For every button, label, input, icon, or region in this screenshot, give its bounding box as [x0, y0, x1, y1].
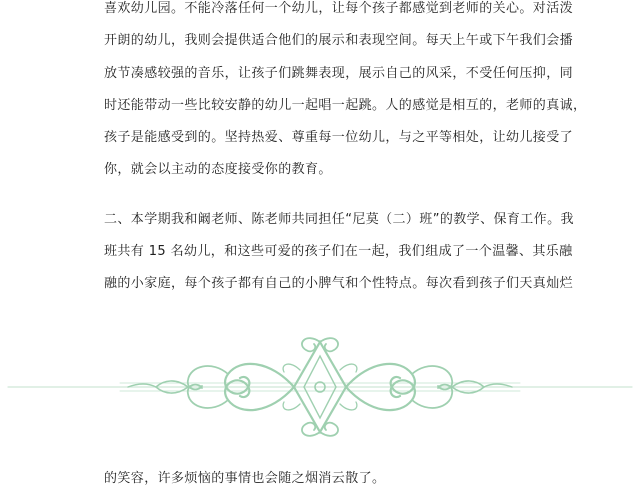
text-line: 孩子是能感受到的。坚持热爱、尊重每一位幼儿，与之平等相处，让幼儿接受了: [104, 130, 574, 145]
text-line: 融的小家庭，每个孩子都有自己的小脾气和个性特点。每次看到孩子们天真灿烂: [104, 276, 574, 291]
flourish-divider-icon: [0, 330, 640, 440]
text-line: 班共有 15 名幼儿，和这些可爱的孩子们在一起，我们组成了一个温馨、其乐融: [104, 244, 573, 259]
text-line: 你，就会以主动的态度接受你的教育。: [104, 162, 332, 177]
text-line: 喜欢幼儿园。不能冷落任何一个幼儿，让每个孩子都感觉到老师的关心。对活泼: [104, 1, 574, 16]
text-line: 时还能带动一些比较安静的幼儿一起唱一起跳。人的感觉是相互的，老师的真诚，: [104, 98, 587, 113]
text-line: 开朗的幼儿，我则会提供适合他们的展示和表现空间。每天上午或下午我们会播: [104, 33, 574, 48]
text-line: 放节凑感较强的音乐，让孩子们跳舞表现，展示自己的风采，不受任何压抑，同: [104, 66, 574, 81]
text-line: 二、本学期我和阚老师、陈老师共同担任“尼莫（二）班”的教学、保育工作。我: [104, 212, 574, 227]
text-line: 的笑容，许多烦恼的事情也会随之烟消云散了。: [104, 471, 386, 486]
